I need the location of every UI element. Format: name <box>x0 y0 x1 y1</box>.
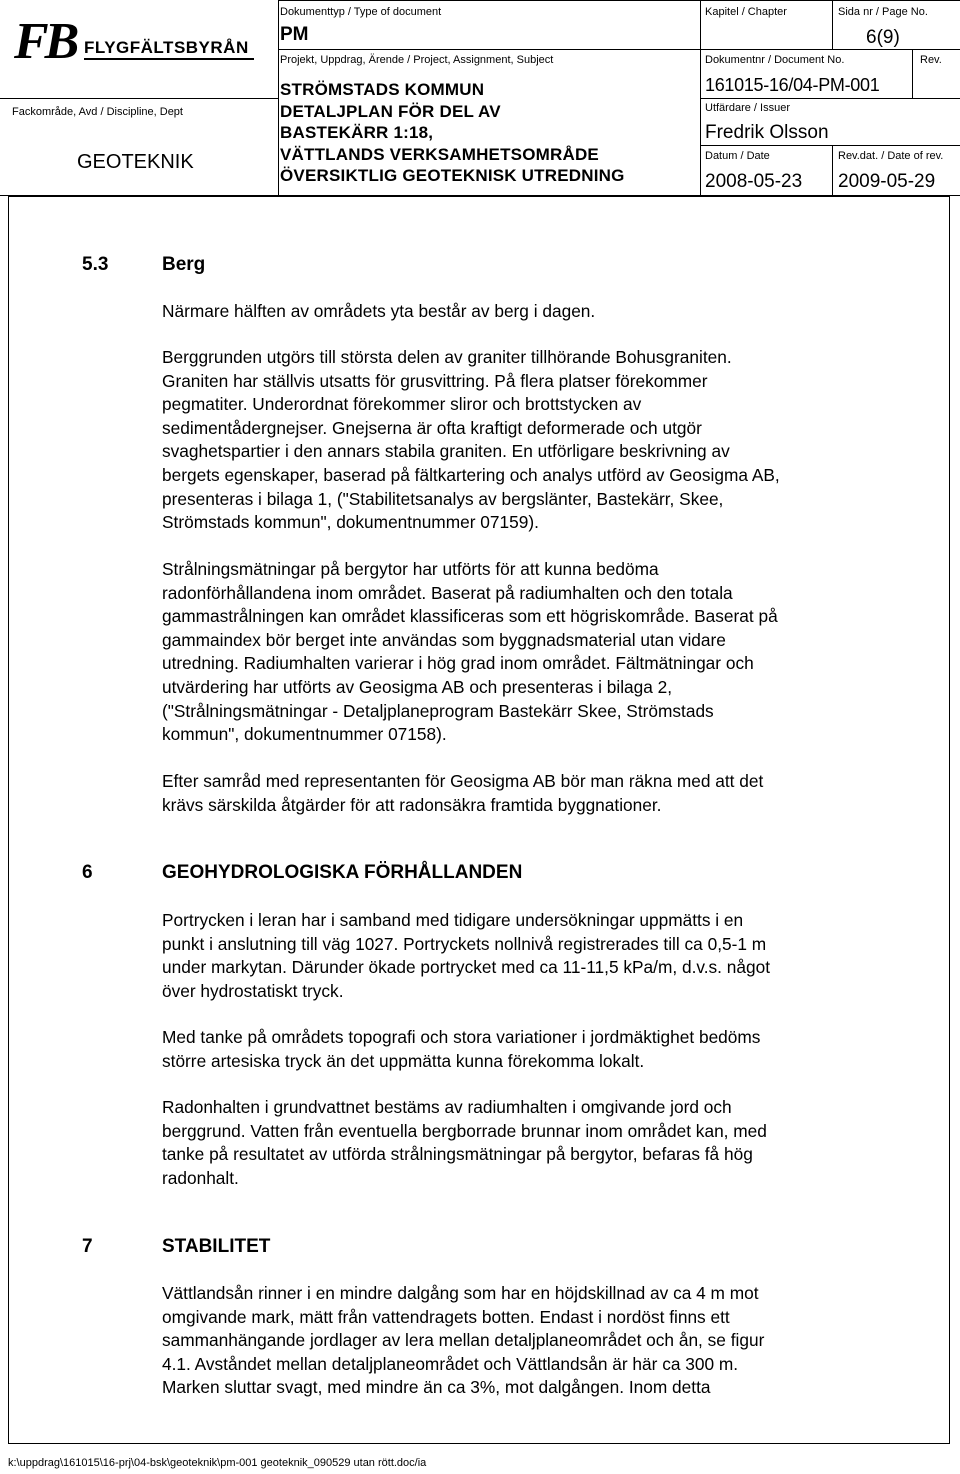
revdate-label: Rev.dat. / Date of rev. <box>838 150 944 162</box>
section-title: Berg <box>162 254 206 275</box>
paragraph <box>162 1096 922 1190</box>
text-line: berggrund. Vatten från eventuella bergborrade brunnar inom området kan, med <box>162 1120 767 1141</box>
text-line: Strålningsmätningar på bergytor har utförts för att kunna bedöma <box>162 559 659 579</box>
text-line: under markytan. Därunder ökade portrycket med ca 11-11,5 kPa/m, d.v.s. något <box>162 957 771 978</box>
paragraph <box>162 346 922 535</box>
header-divider <box>912 49 913 98</box>
paragraph <box>162 909 922 1003</box>
header-rule <box>278 49 960 50</box>
page-label: Sida nr / Page No. <box>838 6 928 18</box>
text-line: Med tanke på områdets topografi och stora variationer i jordmäktighet bedöms <box>162 1027 761 1047</box>
text-line: pegmatiter. Underordnat förekommer sliror och brottstycken av <box>162 394 642 415</box>
doctype-label: Dokumenttyp / Type of document <box>280 6 442 18</box>
header-divider <box>700 0 701 196</box>
paragraph <box>162 1026 922 1073</box>
text-line: över hydrostatiskt tryck. <box>162 980 344 1001</box>
text-line: Radonhalten i grundvattnet bestäms av radiumhalten i omgivande jord och <box>162 1097 732 1117</box>
text-line: bergets egenskaper, baserad på fältkartering och analys utförd av Geosigma AB, <box>162 464 780 485</box>
text-line: kommun", dokumentnummer 07158). <box>162 724 447 745</box>
header-divider <box>278 0 279 196</box>
text-line: större artesiska tryck än det uppmätta kunna förekomma lokalt. <box>162 1050 645 1071</box>
text-line: omgivande mark, mätt från vattendragets botten. Endast i nordöst finns ett <box>162 1306 730 1327</box>
text-line: utvärdering har utförts av Geosigma AB och presenteras i bilaga 2, <box>162 676 673 697</box>
section-title: STABILITET <box>162 1236 271 1257</box>
text-line: Berggrunden utgörs till största delen av graniter tillhörande Bohusgraniten. <box>162 347 732 367</box>
subject-line: STRÖMSTADS KOMMUN <box>280 80 485 99</box>
rev-label: Rev. <box>920 54 942 66</box>
issuer-label: Utfärdare / Issuer <box>705 102 790 114</box>
paragraph <box>162 300 922 324</box>
discipline-value: GEOTEKNIK <box>77 151 194 173</box>
text-line: sedimentådergnejser. Gnejserna är ofta kraftigt deformerade och utgör <box>162 417 702 438</box>
text-line: gammastrålningen kan området klassificeras som ett högriskområde. Baserat på <box>162 606 778 627</box>
text-line: Efter samråd med representanten för Geosigma AB bör man räkna med att det <box>162 771 764 791</box>
subject-block <box>280 79 625 187</box>
page-number: 6(9) <box>866 27 900 48</box>
revdate-value: 2009-05-29 <box>838 171 936 192</box>
text-line: tanke på resultatet av utförda strålningsmätningar på bergytor, befaras få hög <box>162 1144 753 1165</box>
chapter-label: Kapitel / Chapter <box>705 6 787 18</box>
header-divider <box>832 145 833 196</box>
text-line: Närmare hälften av områdets yta består av berg i dagen. <box>162 301 596 321</box>
text-line: Strömstads kommun", dokumentnummer 07159). <box>162 512 539 533</box>
docnr-value: 161015-16/04-PM-001 <box>705 75 880 95</box>
discipline-label: Fackområde, Avd / Discipline, Dept <box>12 106 183 118</box>
subject-line: DETALJPLAN FÖR DEL AV <box>280 101 501 121</box>
header-rule <box>278 0 960 1</box>
text-line: radonhalt. <box>162 1167 239 1188</box>
text-line: ("Strålningsmätningar - Detaljplaneprogram Bastekärr Skee, Strömstads <box>162 700 714 721</box>
doctype-value: PM <box>280 24 309 45</box>
header-rule <box>0 98 278 99</box>
text-line: Portrycken i leran har i samband med tidigare undersökningar uppmätts i en <box>162 910 744 930</box>
logo-letters: FB <box>14 13 76 70</box>
document-header <box>0 0 960 196</box>
text-line: 4.1. Avståndet mellan detaljplaneområdet och Vättlandsån är här ca 300 m. <box>162 1353 739 1374</box>
section-title: GEOHYDROLOGISKA FÖRHÅLLANDEN <box>162 862 523 883</box>
text-line: Graniten har ställvis utsatts för grusvittring. På flera platser förekommer <box>162 370 708 391</box>
text-line: krävs särskilda åtgärder för att radonsäkra framtida byggnationer. <box>162 794 662 815</box>
header-rule <box>700 145 960 146</box>
header-rule <box>700 98 960 99</box>
date-label: Datum / Date <box>705 150 770 162</box>
text-line: sammanhängande jordlager av lera mellan detaljplaneområdet och ån, se figur <box>162 1330 765 1351</box>
text-line: punkt i anslutning till väg 1027. Portryckets nollnivå registrerades till ca 0,5-1 m <box>162 933 767 954</box>
section-number: 6 <box>82 862 93 883</box>
section-number: 7 <box>82 1236 93 1257</box>
file-path-footer: k:\uppdrag\161015\16-prj\04-bsk\geoteknik\pm-001 geoteknik_090529 utan rött.doc/ia <box>8 1457 427 1469</box>
text-line: svaghetspartier i den annars stabila graniten. En utförligare beskrivning av <box>162 441 730 462</box>
company-logo <box>14 13 76 70</box>
company-name: FLYGFÄLTSBYRÅN <box>84 38 249 57</box>
text-line: presenteras i bilaga 1, ("Stabilitetsanalys av bergslänter, Bastekärr, Skee, <box>162 488 724 509</box>
paragraph <box>162 1282 922 1400</box>
date-value: 2008-05-23 <box>705 171 803 192</box>
text-line: utredning. Radiumhalten varierar i hög grad inom området. Fältmätningar och <box>162 653 754 674</box>
subject-line: BASTEKÄRR 1:18, <box>280 123 434 142</box>
text-line: gammaindex bör berget inte användas som byggnadsmaterial utan vidare <box>162 629 726 650</box>
subject-line: VÄTTLANDS VERKSAMHETSOMRÅDE <box>280 144 599 164</box>
subject-line: ÖVERSIKTLIG GEOTEKNISK UTREDNING <box>280 166 625 185</box>
docnr-label: Dokumentnr / Document No. <box>705 54 845 66</box>
project-label: Projekt, Uppdrag, Ärende / Project, Assignment, Subject <box>280 54 554 66</box>
paragraph <box>162 770 922 817</box>
text-line: radonförhållandena inom området. Baserat på radiumhalten och den totala <box>162 582 733 603</box>
header-divider <box>832 0 833 49</box>
issuer-value: Fredrik Olsson <box>705 122 829 143</box>
text-line: Vättlandsån rinner i en mindre dalgång som har en höjdskillnad av ca 4 m mot <box>162 1283 759 1303</box>
text-line: Marken sluttar svagt, med mindre än ca 3%, mot dalgången. Inom detta <box>162 1377 711 1398</box>
section-number: 5.3 <box>82 254 109 275</box>
logo-underline <box>84 58 254 60</box>
paragraph <box>162 558 922 747</box>
